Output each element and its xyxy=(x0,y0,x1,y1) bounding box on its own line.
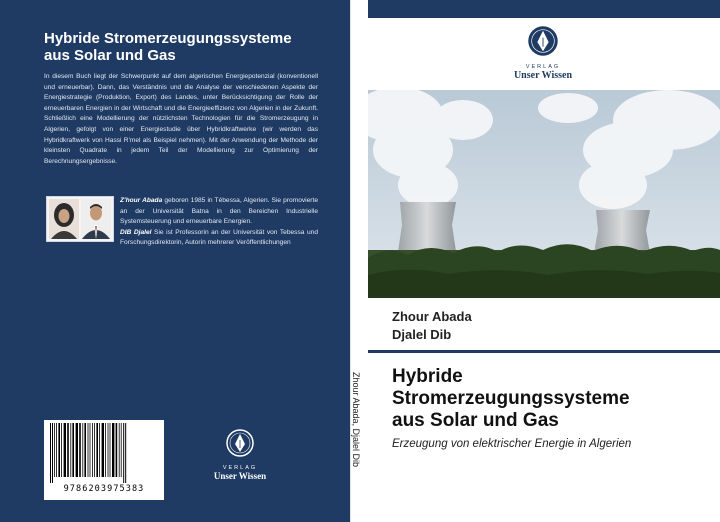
barcode-bar xyxy=(84,423,86,477)
barcode-bar xyxy=(88,423,89,477)
bio2-text: Sie ist Professorin an der Universität von Tebessa und Forschungsdirektorin, Autorin mehrerer Veröffentlichungen xyxy=(120,228,318,246)
back-cover-blurb: In diesem Buch liegt der Schwerpunkt auf dem algerischen Energiepotenzial (konventionell und erneuerbar). Dann, das Verständnis und die Analyse der verschiedenen Aspekte der Energiestrategie (Produktion, Export) des Landes, unter Berücksichtigung der Rolle der erneuerbaren Energien in der Wirtschaft und die Energieeffizienz von Algerien in der Zukunft. Schließlich eine Modellierung der nützlichsten Technologien für die Stromerzeugung in Algerien, gefolgt von einer Energiestudie über Hybridkraftwerke (wir werden das Hybridkraftwerk von Hassi R'mel als Beispiel nehmen). Mit der Anwendung der Methode der kleinsten Quadrate in jedem Teil der Modellierung zur Optimierung der Berechnungsergebnisse. xyxy=(44,73,318,165)
barcode-bar xyxy=(96,423,98,477)
author-photos xyxy=(46,196,114,242)
front-cover-subtitle: Erzeugung von elektrischer Energie in Algerien xyxy=(392,438,632,450)
barcode-bar xyxy=(110,423,111,477)
barcode-bar xyxy=(70,423,71,477)
barcode-bar xyxy=(67,423,69,477)
logo-name-text: Unser Wissen xyxy=(213,471,267,481)
front-author-names xyxy=(392,308,472,344)
logo-verlag-text: VERLAG xyxy=(525,64,561,70)
logo-name-text: Unser Wissen xyxy=(513,70,573,81)
pen-nib-logo-icon xyxy=(225,428,255,458)
bio1-text: geboren 1985 in Tébessa, Algerien. Sie promovierte an der Universität Batna in den Bereichen Industrielle Systemsteuerung und erneuerbare Energien. xyxy=(120,197,318,225)
barcode-bar xyxy=(108,423,109,477)
back-cover-title xyxy=(44,30,334,64)
back-cover xyxy=(0,0,350,522)
front-cover-title xyxy=(392,366,712,432)
bio2-name: DIB Djalel xyxy=(120,228,152,236)
isbn-digits: 9786203975383 xyxy=(63,484,145,494)
barcode-bar xyxy=(79,423,81,477)
top-color-band xyxy=(368,0,720,18)
barcode-bar xyxy=(112,423,114,477)
barcode-bar xyxy=(61,423,62,477)
barcode-bar xyxy=(56,423,57,477)
barcode-bar xyxy=(123,423,124,483)
front-author-2: Djalel Dib xyxy=(392,327,452,342)
author-photo-man xyxy=(81,199,111,239)
barcode-bar xyxy=(82,423,83,477)
publisher-logo-back xyxy=(205,428,275,488)
author-photo-woman xyxy=(49,199,79,239)
barcode-bar xyxy=(116,423,118,477)
bio1-name: Z'hour Abada xyxy=(120,197,163,204)
back-title-line2: aus Solar und Gas xyxy=(44,47,176,64)
barcode-bar xyxy=(92,423,93,477)
back-title-line1: Hybride Stromerzeugungssysteme xyxy=(44,30,292,47)
barcode-bar xyxy=(102,423,104,477)
barcode-bar xyxy=(52,423,53,483)
author-bio-text xyxy=(120,196,318,249)
barcode-bar xyxy=(121,423,122,477)
publisher-logo-front xyxy=(478,24,608,84)
barcode-bar xyxy=(125,423,126,483)
cooling-towers-photo xyxy=(368,90,720,298)
front-title-line3: aus Solar und Gas xyxy=(392,410,559,431)
isbn-barcode xyxy=(44,420,164,500)
barcode-bar xyxy=(64,423,66,477)
barcode-bar xyxy=(99,423,100,477)
front-title-line1: Hybride xyxy=(392,366,463,387)
front-divider-rule xyxy=(368,350,720,353)
spine-text: Zhour Abada, Djalel Dib xyxy=(351,372,361,468)
barcode-bars xyxy=(44,420,164,484)
barcode-bar xyxy=(58,423,60,477)
front-title-line2: Stromerzeugungssysteme xyxy=(392,388,630,409)
front-author-1: Zhour Abada xyxy=(392,309,472,324)
barcode-bar xyxy=(76,423,78,477)
barcode-bar xyxy=(72,423,74,477)
logo-verlag-text: VERLAG xyxy=(222,465,258,471)
front-cover xyxy=(368,0,720,522)
pen-nib-logo-icon xyxy=(526,24,560,58)
barcode-bar xyxy=(54,423,55,477)
barcode-bar xyxy=(50,423,51,483)
barcode-bar xyxy=(105,423,106,477)
barcode-bar xyxy=(94,423,95,477)
barcode-bar xyxy=(90,423,91,477)
barcode-bar xyxy=(119,423,120,477)
